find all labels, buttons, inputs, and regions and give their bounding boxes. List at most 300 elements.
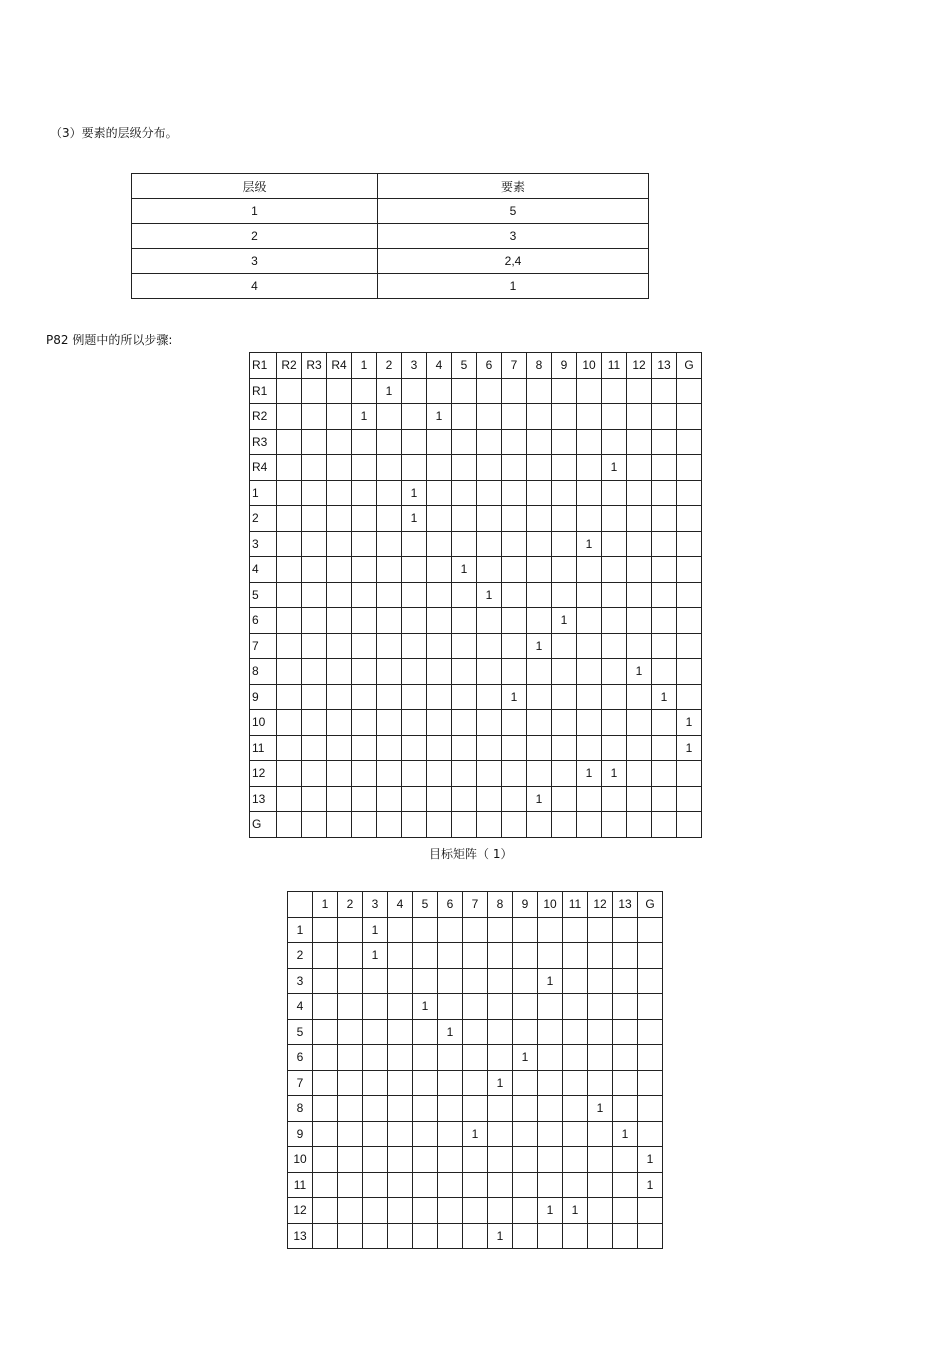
matrix-cell bbox=[327, 608, 352, 634]
row-header: R4 bbox=[250, 455, 277, 481]
table-row bbox=[132, 199, 649, 224]
matrix-cell: 1 bbox=[602, 761, 627, 787]
matrix-row bbox=[288, 1045, 663, 1071]
matrix-cell bbox=[327, 531, 352, 557]
matrix-cell bbox=[302, 557, 327, 583]
matrix-cell bbox=[413, 1096, 438, 1122]
column-header: 9 bbox=[552, 353, 577, 379]
matrix-cell bbox=[638, 968, 663, 994]
matrix-cell bbox=[388, 1198, 413, 1224]
matrix-cell bbox=[577, 684, 602, 710]
matrix-cell bbox=[277, 429, 302, 455]
matrix-cell bbox=[302, 531, 327, 557]
matrix-cell bbox=[527, 506, 552, 532]
matrix-cell bbox=[452, 633, 477, 659]
matrix-cell bbox=[338, 1096, 363, 1122]
reachability-matrix-2 bbox=[287, 891, 663, 1249]
matrix-cell bbox=[388, 1096, 413, 1122]
matrix-cell bbox=[377, 429, 402, 455]
matrix-cell bbox=[452, 812, 477, 838]
matrix-row bbox=[250, 429, 702, 455]
matrix-cell bbox=[438, 1198, 463, 1224]
row-header: 11 bbox=[288, 1172, 313, 1198]
column-header: 11 bbox=[563, 892, 588, 918]
matrix-cell bbox=[613, 968, 638, 994]
matrix-cell bbox=[538, 943, 563, 969]
matrix-cell bbox=[363, 1070, 388, 1096]
matrix-cell bbox=[488, 1096, 513, 1122]
matrix-cell bbox=[388, 1147, 413, 1173]
matrix-row bbox=[288, 943, 663, 969]
matrix-cell bbox=[563, 943, 588, 969]
matrix-cell bbox=[677, 404, 702, 430]
table-cell: 3 bbox=[378, 224, 649, 249]
matrix-cell bbox=[352, 429, 377, 455]
column-header: 5 bbox=[452, 353, 477, 379]
matrix-cell bbox=[477, 531, 502, 557]
matrix-cell bbox=[502, 455, 527, 481]
matrix-row bbox=[288, 1223, 663, 1249]
matrix-cell bbox=[277, 557, 302, 583]
matrix-cell bbox=[677, 659, 702, 685]
matrix-cell bbox=[513, 1096, 538, 1122]
matrix-cell bbox=[327, 455, 352, 481]
column-header: R3 bbox=[302, 353, 327, 379]
matrix-cell bbox=[602, 480, 627, 506]
column-header: 6 bbox=[477, 353, 502, 379]
row-header: 13 bbox=[250, 786, 277, 812]
matrix-cell bbox=[377, 608, 402, 634]
matrix-cell bbox=[527, 557, 552, 583]
matrix-cell bbox=[502, 480, 527, 506]
matrix-cell bbox=[327, 761, 352, 787]
matrix-cell bbox=[577, 735, 602, 761]
matrix-cell bbox=[552, 557, 577, 583]
column-header: 13 bbox=[652, 353, 677, 379]
matrix-cell bbox=[463, 1172, 488, 1198]
matrix-cell: 1 bbox=[427, 404, 452, 430]
matrix-row bbox=[250, 684, 702, 710]
row-header: 6 bbox=[288, 1045, 313, 1071]
matrix-cell bbox=[463, 943, 488, 969]
matrix-cell bbox=[313, 1070, 338, 1096]
matrix-cell bbox=[402, 684, 427, 710]
matrix-cell bbox=[402, 659, 427, 685]
matrix-cell bbox=[388, 943, 413, 969]
column-header: 9 bbox=[513, 892, 538, 918]
matrix-cell bbox=[302, 761, 327, 787]
matrix-cell bbox=[563, 917, 588, 943]
matrix-cell bbox=[402, 531, 427, 557]
matrix-cell bbox=[513, 943, 538, 969]
matrix-row bbox=[288, 1198, 663, 1224]
matrix-cell bbox=[538, 1045, 563, 1071]
matrix-cell bbox=[602, 378, 627, 404]
matrix-cell bbox=[402, 761, 427, 787]
matrix-cell bbox=[627, 684, 652, 710]
matrix-row bbox=[250, 480, 702, 506]
matrix-cell bbox=[477, 633, 502, 659]
matrix-cell bbox=[613, 917, 638, 943]
matrix-cell bbox=[352, 557, 377, 583]
matrix-cell bbox=[477, 761, 502, 787]
matrix-cell bbox=[313, 917, 338, 943]
matrix-cell bbox=[302, 659, 327, 685]
table-cell: 2 bbox=[132, 224, 378, 249]
matrix-cell bbox=[627, 455, 652, 481]
matrix-cell bbox=[327, 735, 352, 761]
matrix-row bbox=[288, 968, 663, 994]
matrix-cell bbox=[388, 994, 413, 1020]
matrix-cell bbox=[452, 378, 477, 404]
matrix-cell bbox=[652, 735, 677, 761]
matrix-cell bbox=[477, 480, 502, 506]
matrix-cell bbox=[588, 943, 613, 969]
matrix-cell bbox=[352, 480, 377, 506]
matrix-cell bbox=[652, 786, 677, 812]
matrix-cell bbox=[388, 1019, 413, 1045]
matrix-cell bbox=[402, 735, 427, 761]
matrix-cell bbox=[602, 710, 627, 736]
matrix-cell bbox=[463, 1070, 488, 1096]
matrix-cell bbox=[652, 429, 677, 455]
matrix-header-row bbox=[288, 892, 663, 918]
level-table bbox=[131, 173, 649, 299]
matrix-cell bbox=[588, 1019, 613, 1045]
matrix-cell bbox=[313, 1096, 338, 1122]
matrix-cell bbox=[652, 761, 677, 787]
matrix-cell bbox=[338, 1198, 363, 1224]
matrix-cell bbox=[652, 404, 677, 430]
matrix-cell: 1 bbox=[363, 917, 388, 943]
matrix-cell bbox=[677, 557, 702, 583]
matrix-cell bbox=[588, 1198, 613, 1224]
matrix-cell bbox=[502, 735, 527, 761]
matrix-cell bbox=[502, 812, 527, 838]
column-header: 4 bbox=[427, 353, 452, 379]
matrix-cell bbox=[427, 786, 452, 812]
matrix-cell bbox=[552, 404, 577, 430]
row-header: 3 bbox=[288, 968, 313, 994]
matrix-cell bbox=[652, 378, 677, 404]
row-header: 10 bbox=[288, 1147, 313, 1173]
matrix-cell bbox=[588, 1172, 613, 1198]
matrix-cell bbox=[613, 1070, 638, 1096]
matrix-cell bbox=[438, 1121, 463, 1147]
matrix-cell bbox=[627, 378, 652, 404]
matrix-cell bbox=[652, 506, 677, 532]
matrix-cell bbox=[577, 710, 602, 736]
matrix-cell: 1 bbox=[438, 1019, 463, 1045]
matrix-cell bbox=[588, 1147, 613, 1173]
matrix-cell bbox=[302, 608, 327, 634]
matrix-cell bbox=[277, 455, 302, 481]
matrix-cell bbox=[477, 812, 502, 838]
matrix-cell bbox=[677, 786, 702, 812]
matrix-cell bbox=[527, 812, 552, 838]
matrix-cell bbox=[602, 608, 627, 634]
matrix-cell bbox=[627, 786, 652, 812]
matrix-cell bbox=[652, 608, 677, 634]
matrix-cell bbox=[563, 1172, 588, 1198]
matrix-cell bbox=[427, 378, 452, 404]
matrix-cell bbox=[552, 582, 577, 608]
matrix-cell bbox=[413, 1198, 438, 1224]
matrix-cell bbox=[538, 1121, 563, 1147]
matrix-cell bbox=[563, 1045, 588, 1071]
header-cell-elements: 要素 bbox=[378, 174, 649, 199]
matrix-cell bbox=[427, 506, 452, 532]
matrix-cell bbox=[327, 812, 352, 838]
matrix-cell bbox=[313, 994, 338, 1020]
matrix-cell bbox=[538, 917, 563, 943]
row-header: 10 bbox=[250, 710, 277, 736]
table-row bbox=[132, 249, 649, 274]
matrix-row bbox=[250, 506, 702, 532]
matrix-cell bbox=[327, 557, 352, 583]
matrix-cell bbox=[427, 684, 452, 710]
matrix-cell bbox=[552, 659, 577, 685]
table-cell: 1 bbox=[378, 274, 649, 299]
matrix-cell bbox=[427, 659, 452, 685]
matrix-cell bbox=[463, 917, 488, 943]
matrix-cell bbox=[488, 1045, 513, 1071]
matrix-cell: 1 bbox=[538, 1198, 563, 1224]
matrix-cell bbox=[538, 994, 563, 1020]
matrix-cell bbox=[413, 1019, 438, 1045]
matrix-cell bbox=[377, 786, 402, 812]
matrix-cell bbox=[613, 943, 638, 969]
matrix-cell bbox=[302, 480, 327, 506]
matrix-cell bbox=[552, 735, 577, 761]
column-header: 7 bbox=[463, 892, 488, 918]
matrix-cell bbox=[402, 404, 427, 430]
matrix-cell bbox=[452, 684, 477, 710]
matrix-cell bbox=[327, 378, 352, 404]
matrix-cell bbox=[602, 633, 627, 659]
matrix-cell bbox=[577, 659, 602, 685]
column-header: 13 bbox=[613, 892, 638, 918]
matrix-cell bbox=[513, 1172, 538, 1198]
matrix-cell bbox=[302, 404, 327, 430]
matrix-cell bbox=[377, 480, 402, 506]
matrix-cell: 1 bbox=[352, 404, 377, 430]
matrix-cell bbox=[313, 1172, 338, 1198]
matrix-cell bbox=[277, 531, 302, 557]
matrix-cell bbox=[488, 1121, 513, 1147]
column-header: 4 bbox=[388, 892, 413, 918]
matrix-row bbox=[250, 557, 702, 583]
matrix-cell bbox=[552, 710, 577, 736]
matrix-cell bbox=[602, 812, 627, 838]
matrix-row bbox=[250, 735, 702, 761]
matrix-cell bbox=[377, 582, 402, 608]
matrix-cell bbox=[488, 968, 513, 994]
matrix-cell bbox=[427, 633, 452, 659]
matrix-cell bbox=[588, 1223, 613, 1249]
matrix-row bbox=[250, 659, 702, 685]
matrix-cell bbox=[413, 917, 438, 943]
matrix-cell bbox=[538, 1096, 563, 1122]
matrix-cell bbox=[513, 1198, 538, 1224]
matrix-cell bbox=[477, 378, 502, 404]
matrix-cell bbox=[477, 557, 502, 583]
matrix-cell bbox=[363, 1147, 388, 1173]
matrix-cell bbox=[363, 1198, 388, 1224]
matrix-cell bbox=[402, 710, 427, 736]
matrix-cell bbox=[377, 735, 402, 761]
matrix-cell bbox=[552, 531, 577, 557]
matrix-cell bbox=[577, 557, 602, 583]
matrix-cell: 1 bbox=[452, 557, 477, 583]
matrix-cell bbox=[677, 633, 702, 659]
matrix-cell bbox=[463, 994, 488, 1020]
table-row bbox=[132, 224, 649, 249]
matrix-cell bbox=[402, 429, 427, 455]
matrix-cell bbox=[427, 531, 452, 557]
matrix-cell bbox=[338, 1070, 363, 1096]
column-header: 11 bbox=[602, 353, 627, 379]
matrix-cell bbox=[338, 1045, 363, 1071]
matrix-cell bbox=[277, 378, 302, 404]
matrix-cell bbox=[277, 404, 302, 430]
matrix-cell bbox=[338, 1172, 363, 1198]
matrix-cell: 1 bbox=[577, 761, 602, 787]
row-header: 1 bbox=[250, 480, 277, 506]
row-header: 8 bbox=[250, 659, 277, 685]
matrix-cell bbox=[552, 455, 577, 481]
matrix-cell bbox=[363, 1121, 388, 1147]
matrix-cell bbox=[413, 1172, 438, 1198]
matrix-cell bbox=[388, 1223, 413, 1249]
matrix-cell bbox=[338, 917, 363, 943]
matrix-cell bbox=[277, 812, 302, 838]
matrix-cell bbox=[627, 582, 652, 608]
matrix-cell bbox=[638, 1045, 663, 1071]
matrix-cell bbox=[277, 633, 302, 659]
matrix-cell bbox=[338, 1121, 363, 1147]
matrix-cell bbox=[377, 710, 402, 736]
matrix-cell bbox=[352, 633, 377, 659]
matrix-cell bbox=[338, 1019, 363, 1045]
matrix-cell bbox=[402, 557, 427, 583]
matrix-cell bbox=[502, 557, 527, 583]
matrix-cell bbox=[488, 1172, 513, 1198]
matrix-cell bbox=[327, 684, 352, 710]
matrix-cell bbox=[452, 786, 477, 812]
matrix-row bbox=[250, 633, 702, 659]
matrix-cell bbox=[477, 735, 502, 761]
matrix-cell bbox=[427, 812, 452, 838]
matrix-cell bbox=[602, 506, 627, 532]
matrix-cell: 1 bbox=[502, 684, 527, 710]
column-header: 12 bbox=[627, 353, 652, 379]
matrix-cell bbox=[352, 582, 377, 608]
matrix-cell: 1 bbox=[552, 608, 577, 634]
matrix-cell: 1 bbox=[402, 480, 427, 506]
matrix-cell bbox=[377, 531, 402, 557]
row-header: 8 bbox=[288, 1096, 313, 1122]
matrix-row bbox=[250, 761, 702, 787]
column-header: 8 bbox=[527, 353, 552, 379]
matrix-cell bbox=[677, 812, 702, 838]
matrix-row bbox=[288, 1172, 663, 1198]
matrix-cell bbox=[677, 761, 702, 787]
matrix-cell bbox=[513, 1147, 538, 1173]
matrix-cell bbox=[427, 480, 452, 506]
matrix-cell bbox=[352, 761, 377, 787]
matrix-cell bbox=[277, 761, 302, 787]
matrix-cell bbox=[313, 1223, 338, 1249]
matrix-cell bbox=[338, 1223, 363, 1249]
matrix-row bbox=[288, 1121, 663, 1147]
matrix-cell bbox=[563, 1121, 588, 1147]
row-header: 13 bbox=[288, 1223, 313, 1249]
matrix-cell bbox=[577, 633, 602, 659]
matrix-cell bbox=[502, 404, 527, 430]
matrix-cell bbox=[438, 917, 463, 943]
matrix-cell bbox=[627, 633, 652, 659]
matrix-cell bbox=[452, 761, 477, 787]
column-header: 7 bbox=[502, 353, 527, 379]
matrix-cell bbox=[627, 557, 652, 583]
matrix-cell: 1 bbox=[463, 1121, 488, 1147]
matrix-cell bbox=[277, 659, 302, 685]
matrix-cell bbox=[652, 582, 677, 608]
matrix-cell bbox=[613, 1019, 638, 1045]
matrix-cell bbox=[377, 455, 402, 481]
matrix-cell: 1 bbox=[652, 684, 677, 710]
matrix-cell bbox=[313, 1147, 338, 1173]
matrix-cell bbox=[452, 659, 477, 685]
matrix-cell bbox=[588, 1070, 613, 1096]
matrix-cell bbox=[413, 1045, 438, 1071]
matrix-cell bbox=[613, 1045, 638, 1071]
table-cell: 1 bbox=[132, 199, 378, 224]
matrix-cell bbox=[413, 1223, 438, 1249]
matrix-cell bbox=[363, 968, 388, 994]
matrix-cell bbox=[438, 994, 463, 1020]
matrix-cell bbox=[527, 710, 552, 736]
matrix-cell bbox=[327, 786, 352, 812]
matrix-cell bbox=[627, 812, 652, 838]
matrix-cell: 1 bbox=[402, 506, 427, 532]
matrix-cell bbox=[677, 455, 702, 481]
matrix-cell bbox=[638, 943, 663, 969]
matrix-cell bbox=[602, 531, 627, 557]
matrix-cell bbox=[563, 1096, 588, 1122]
matrix-cell bbox=[552, 506, 577, 532]
row-header: 4 bbox=[250, 557, 277, 583]
matrix-cell bbox=[302, 455, 327, 481]
matrix-cell: 1 bbox=[577, 531, 602, 557]
matrix-row bbox=[288, 994, 663, 1020]
matrix-cell bbox=[402, 582, 427, 608]
matrix-caption: 目标矩阵（ 1） bbox=[429, 847, 513, 861]
column-header: 6 bbox=[438, 892, 463, 918]
matrix-cell bbox=[502, 633, 527, 659]
matrix-cell bbox=[452, 404, 477, 430]
matrix-row bbox=[250, 455, 702, 481]
matrix-cell bbox=[513, 968, 538, 994]
matrix-cell bbox=[613, 1172, 638, 1198]
matrix-row bbox=[250, 786, 702, 812]
matrix-cell: 1 bbox=[477, 582, 502, 608]
matrix-cell bbox=[627, 480, 652, 506]
matrix-cell: 1 bbox=[563, 1198, 588, 1224]
column-header: G bbox=[638, 892, 663, 918]
matrix-cell bbox=[463, 968, 488, 994]
